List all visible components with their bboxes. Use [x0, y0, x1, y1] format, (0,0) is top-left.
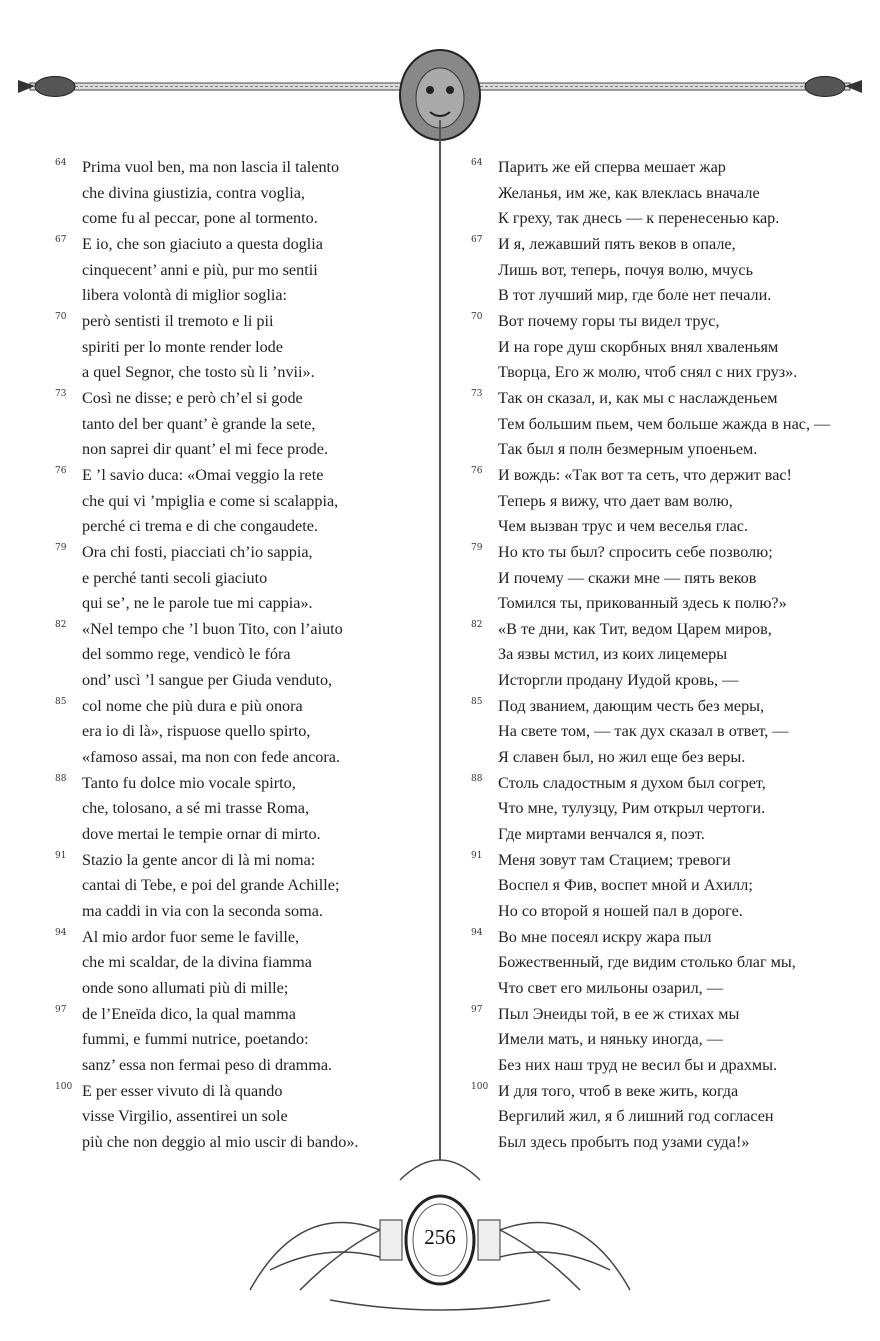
verse-line: Был здесь пробыть под узами суда!» [498, 1132, 750, 1151]
verse-line: Тем большим пьем, чем больше жажда в нас, — [498, 414, 831, 433]
verse-line: Вот почему горы ты видел трус, [498, 311, 720, 330]
verse-line: Так был я полн безмерным упоеньем. [498, 440, 758, 459]
verse-line: Божественный, где видим столько благ мы, [498, 953, 796, 972]
verse-line: col nome che più dura e più onora [82, 696, 303, 715]
verse-line: che divina giustizia, contra voglia, [82, 183, 305, 202]
tercet [471, 848, 831, 925]
verse-line: cantai di Tebe, e poi del grande Achille; [82, 876, 340, 895]
verse-line: На свете том, — так дух сказал в ответ, — [498, 722, 789, 741]
verse-line: però sentisti il tremoto e li pii [82, 311, 274, 330]
tercet [55, 1002, 415, 1079]
tercet [471, 1002, 831, 1079]
verse-number: 73 [55, 388, 67, 399]
verse-line: Творца, Его ж молю, чтоб снял с них груз». [498, 363, 798, 382]
verse-line: Но кто ты был? спросить себе позволю; [498, 542, 773, 561]
tercet [471, 386, 831, 463]
verse-line: В тот лучший мир, где боле нет печали. [498, 286, 772, 305]
verse-line: Stazio la gente ancor di là mi noma: [82, 850, 316, 869]
verse-line: Столь сладостным я духом был согрет, [498, 773, 766, 792]
verse-line: Tanto fu dolce mio vocale spirto, [82, 773, 296, 792]
verse-number: 91 [55, 850, 67, 861]
verse-line: come fu al peccar, pone al tormento. [82, 209, 318, 228]
column-divider [439, 120, 441, 1160]
tercet [55, 540, 415, 617]
verse-line: За язвы мстил, из коих лицемеры [498, 645, 728, 664]
tercet [471, 232, 831, 309]
verse-line: Желанья, им же, как влеклась вначале [498, 183, 760, 202]
verse-line: visse Virgilio, assentirei un sole [82, 1107, 288, 1126]
verse-line: Что свет его мильоны озарил, — [498, 979, 723, 997]
verse-line: dove mertai le tempie ornar di mirto. [82, 825, 321, 844]
tercet [55, 309, 415, 386]
verse-number: 85 [471, 696, 483, 707]
left-finial-icon [18, 77, 75, 97]
verse-number: 100 [471, 1081, 489, 1092]
verse-number: 82 [471, 619, 483, 630]
verse-line: spiriti per lo monte render lode [82, 337, 283, 356]
tercet [55, 155, 415, 232]
verse-number: 79 [55, 542, 67, 553]
verse-line: Теперь я вижу, что дает вам волю, [498, 491, 733, 510]
tercet [55, 232, 415, 309]
tercet [55, 463, 415, 540]
verse-number: 67 [471, 234, 483, 245]
verse-line: Парить же ей сперва мешает жар [498, 158, 726, 176]
verse-line: che qui vi ’mpiglia e come si scalappia, [82, 491, 339, 510]
verse-line: E io, che son giaciuto a questa doglia [82, 234, 323, 253]
verse-line: che mi scaldar, de la divina fiamma [82, 953, 312, 972]
verse-line: Под званием, дающим честь без меры, [498, 696, 765, 715]
tercet [55, 771, 415, 848]
verse-line: Исторгли продану Иудой кровь, — [498, 671, 739, 690]
verse-number: 100 [55, 1081, 73, 1092]
verse-number: 64 [471, 158, 483, 168]
verse-line: Al mio ardor fuor seme le faville, [82, 927, 300, 946]
verse-line: e perché tanti secoli giaciuto [82, 568, 268, 587]
verse-line: onde sono allumati più di mille; [82, 979, 289, 997]
verse-line: Воспел я Фив, воспет мной и Ахилл; [498, 876, 753, 895]
verse-line: Ora chi fosti, piacciati ch’io sappia, [82, 542, 313, 561]
verse-number: 73 [471, 388, 483, 399]
verse-number: 97 [471, 1004, 483, 1015]
tercet [55, 386, 415, 463]
verse-line: Вергилий жил, я б лишний год согласен [498, 1107, 774, 1126]
verse-number: 67 [55, 234, 67, 245]
verse-line: Пыл Энеиды той, в ее ж стихах мы [498, 1004, 740, 1023]
tercet [55, 617, 415, 694]
tercet [471, 309, 831, 386]
verse-line: fummi, e fummi nutrice, poetando: [82, 1030, 309, 1049]
verse-number: 97 [55, 1004, 67, 1015]
verse-line: И я, лежавший пять веков в опале, [498, 234, 736, 253]
verse-line: sanz’ essa non fermai peso di dramma. [82, 1055, 333, 1074]
verse-line: cinquecent’ anni e più, pur mo sentii [82, 260, 318, 279]
verse-line: Томился ты, прикованный здесь к полю?» [498, 594, 787, 613]
tercet [471, 463, 831, 540]
verse-line: И на горе душ скорбных внял хваленьям [498, 337, 779, 356]
verse-line: Имели мать, и няньку иногда, — [498, 1030, 723, 1049]
tercet [55, 848, 415, 925]
verse-number: 88 [55, 773, 67, 784]
verse-line: К греху, так днесь — к перенесенью кар. [498, 209, 780, 228]
russian-column [471, 155, 831, 1156]
tercet [55, 925, 415, 1002]
verse-line: Così ne disse; e però ch’el si gode [82, 388, 303, 407]
verse-line: Чем вызван трус и чем веселья глас. [498, 517, 749, 536]
verse-line: perché ci trema e di che congaudete. [82, 517, 318, 536]
verse-line: Prima vuol ben, ma non lascia il talento [82, 158, 340, 176]
verse-line: de l’Eneïda dico, la qual mamma [82, 1004, 296, 1023]
verse-number: 91 [471, 850, 483, 861]
verse-line: più che non deggio al mio uscir di bando». [82, 1132, 359, 1151]
page-number: 256 [424, 1225, 456, 1249]
verse-line: che, tolosano, a sé mi trasse Roma, [82, 799, 310, 818]
verse-line: И вождь: «Так вот та сеть, что держит вас! [498, 465, 792, 484]
verse-line: Меня зовут там Стацием; тревоги [498, 850, 731, 869]
verse-line: И почему — скажи мне — пять веков [498, 568, 757, 587]
verse-number: 70 [471, 311, 483, 322]
verse-line: ond’ uscì ’l sangue per Giuda venduto, [82, 671, 333, 690]
verse-line: non saprei dir quant’ el mi fece prode. [82, 440, 329, 459]
tercet [471, 540, 831, 617]
verse-line: Так он сказал, и, как мы с наслажденьем [498, 388, 778, 407]
verse-line: Без них наш труд не весил бы и драхмы. [498, 1055, 778, 1074]
verse-line: Но со второй я ношей пал в дороге. [498, 902, 743, 921]
tercet [471, 771, 831, 848]
verse-line: «В те дни, как Тит, ведом Царем миров, [498, 619, 772, 638]
right-finial-icon [805, 77, 862, 97]
verse-number: 76 [471, 465, 483, 476]
verse-number: 94 [55, 927, 67, 938]
verse-line: E ’l savio duca: «Omai veggio la rete [82, 465, 324, 484]
verse-line: tanto del ber quant’ è grande la sete, [82, 414, 316, 433]
tercet [471, 925, 831, 1002]
verse-line: E per esser vivuto di là quando [82, 1081, 283, 1100]
italian-column [55, 155, 415, 1156]
tercet [55, 694, 415, 771]
verse-number: 88 [471, 773, 483, 784]
verse-number: 79 [471, 542, 483, 553]
tercet [471, 694, 831, 771]
verse-line: del sommo rege, vendicò le fóra [82, 645, 291, 664]
verse-line: «famoso assai, ma non con fede ancora. [82, 748, 341, 767]
tercet [471, 155, 831, 232]
verse-line: qui se’, ne le parole tue mi cappia». [82, 594, 313, 613]
verse-line: Лишь вот, теперь, почуя волю, мчусь [498, 260, 753, 279]
tercet [471, 617, 831, 694]
verse-number: 85 [55, 696, 67, 707]
verse-line: «Nel tempo che ’l buon Tito, con l’aiuto [82, 619, 343, 638]
verse-line: a quel Segnor, che tosto sù li ’nvii». [82, 363, 315, 382]
verse-line: ma caddi in via con la seconda soma. [82, 902, 323, 921]
verse-line: Во мне посеял искру жара пыл [498, 927, 712, 946]
verse-number: 76 [55, 465, 67, 476]
verse-line: И для того, чтоб в веке жить, когда [498, 1081, 739, 1100]
verse-number: 82 [55, 619, 67, 630]
verse-number: 64 [55, 158, 67, 168]
verse-line: Я славен был, но жил еще без веры. [498, 748, 746, 767]
verse-line: Где миртами венчался я, поэт. [498, 825, 705, 844]
verse-line: Что мне, тулузцу, Рим открыл чертоги. [498, 799, 766, 818]
verse-line: libera volontà di miglior soglia: [82, 286, 288, 305]
verse-number: 70 [55, 311, 67, 322]
verse-line: era io di là», rispuose quello spirto, [82, 722, 311, 741]
verse-number: 94 [471, 927, 483, 938]
